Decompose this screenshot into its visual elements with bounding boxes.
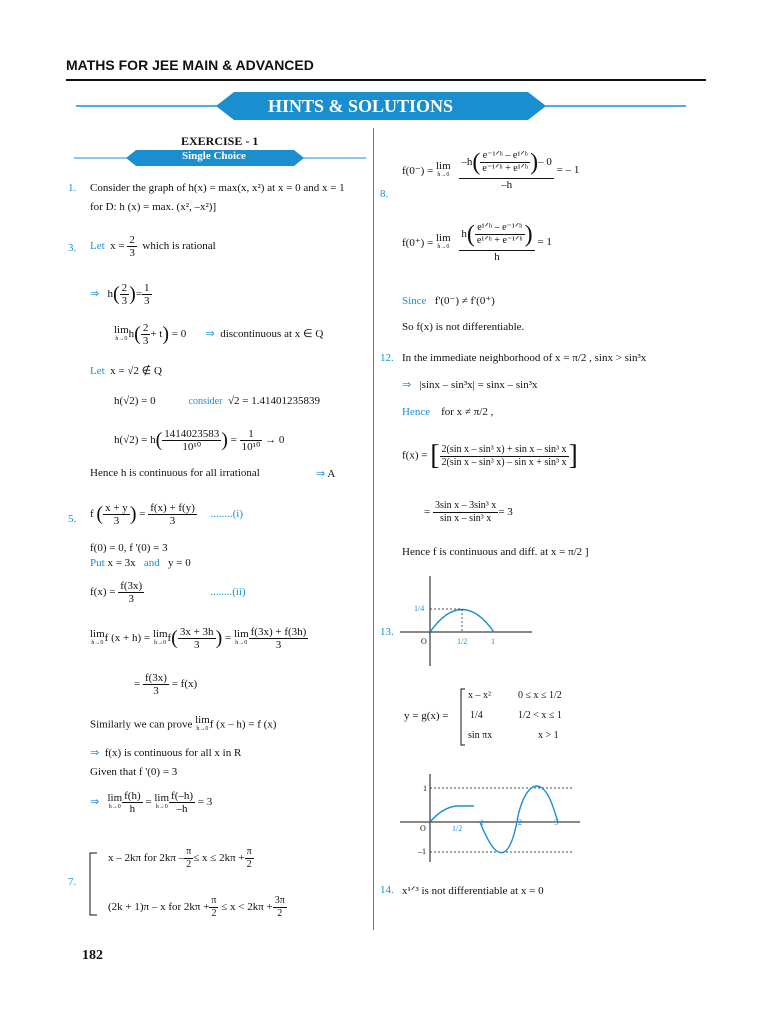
q12-simplified: = $\frac{\text{3sin x – 3sin³ x}}{\text{sin x – sin³ x}}$ = 3 <box>424 500 513 524</box>
implies-icon: ⇒ <box>90 747 100 759</box>
q7-brace <box>86 852 98 916</box>
q3-rational: which is rational <box>142 240 216 253</box>
q13-case3-range: x > 1 <box>538 730 559 741</box>
q3-limit-line: lim h→0 h( $\frac{2}{3}$ + t) = 0 ⇒ discontinuous at x ∈ Q <box>114 322 324 347</box>
q14-number: 14. <box>380 884 394 896</box>
q13-g2-half: 1/2 <box>452 824 463 833</box>
q5-fx-line: f(x) = $\frac{f(3x)}{3}$ ........(ii) <box>90 580 246 605</box>
q12-hence: Hence for x ≠ π/2 , <box>402 406 494 418</box>
q3-frac-2-3: $\frac{2}{3}$ <box>129 234 135 259</box>
q13-case1-range: 0 ≤ x ≤ 1/2 <box>518 690 562 701</box>
q1-line1: Consider the graph of h(x) = max(x, x²) at x = 0 and x = 1 <box>90 182 345 194</box>
q1-line2: for D: h (x) = max. (x², –x²)] <box>90 201 217 213</box>
q3-x-eq: x = <box>110 240 125 253</box>
q13-case2-range: 1/2 < x ≤ 1 <box>518 710 562 721</box>
implies-icon: ⇒ <box>90 796 100 809</box>
q7-row2: (2k + 1)π – x for 2kπ + $\frac{\pi}{2}$ ≤ x < 2kπ + $\frac{3\pi}{2}$ <box>108 895 285 919</box>
q8-number: 8. <box>380 188 389 200</box>
q3-hsqrt2-frac-line: h(√2) = h( $\frac{1414023583}{\text{10¹⁰}}$ ) = $\frac{1}{\text{10¹⁰}}$ → 0 <box>114 428 285 453</box>
q13-case3: sin πx <box>468 730 493 741</box>
q5-f0: f(0) = 0, f '(0) = 3 <box>90 542 168 554</box>
q13-g2-x1: 1 <box>480 818 484 827</box>
q5-limit-line: lim h→0 f (x + h) = lim h→0 f( $\frac{3x + 3h}{3}$ ) = lim h→0 $\frac{f(3x) + f(3h)}{3}$ <box>90 626 307 651</box>
q3-let: Let <box>90 240 105 253</box>
q12-number: 12. <box>380 352 394 364</box>
q13-piecewise-brace <box>458 688 466 746</box>
q13-case2: 1/4 <box>470 710 483 721</box>
q13-g2-one: 1 <box>423 784 427 793</box>
q12-fx: f(x) = [ $\frac{\text{2(sin x – sin³ x) + sin x – sin³ x}}{\text{2(sin x – sin³ x) – sin x + sin³ x}}$ ] <box>402 440 578 471</box>
q5-put-line: Put x = 3x and y = 0 <box>90 557 191 569</box>
q5-result-line: = $\frac{f(3x)}{3}$ = f(x) <box>134 672 198 697</box>
exercise-title: EXERCISE - 1 <box>181 134 259 148</box>
header-rule <box>66 79 706 81</box>
q13-y-eq: y = g(x) = <box>404 710 449 722</box>
q13-graph-parabola <box>400 574 540 668</box>
q1-number: 1. <box>68 182 77 194</box>
q8-conclusion: So f(x) is not differentiable. <box>402 321 525 333</box>
q8-f0plus: f(0⁺) = lim h→0 h( $\frac{\text{e¹ᐟʰ – e⁻¹ᐟʰ}}{\text{e¹ᐟʰ + e⁻¹ᐟʰ}}$ ) h = 1 <box>402 221 552 263</box>
q13-g1-origin: O <box>421 637 427 646</box>
book-title: MATHS FOR JEE MAIN & ADVANCED <box>66 57 314 73</box>
banner-title: HINTS & SOLUTIONS <box>268 96 454 116</box>
page-number: 182 <box>82 948 103 963</box>
q13-g2-x3: 3 <box>554 818 558 827</box>
q3-answer: ⇒ A <box>316 468 336 480</box>
q3-let2-line: Let x = √2 ∉ Q <box>90 365 162 377</box>
q3-hsqrt2-line: h(√2) = 0 consider √2 = 1.41401235839 <box>114 395 320 407</box>
q13-graph-sine <box>400 772 580 864</box>
q3-hence: Hence h is continuous for all irrational <box>90 467 260 479</box>
implies-icon: ⇒ <box>402 379 412 391</box>
column-divider <box>373 128 374 930</box>
q13-g1-half: 1/2 <box>457 637 468 646</box>
q5-continuous: ⇒ f(x) is continuous for all x in R <box>90 747 242 759</box>
exercise-subtitle: Single Choice <box>182 150 246 162</box>
q5-number: 5. <box>68 513 77 525</box>
q3-number: 3. <box>68 242 77 254</box>
q8-since: Since f'(0⁻) ≠ f'(0⁺) <box>402 295 495 307</box>
q3-h23-line: ⇒ h( $\frac{2}{3}$ )= $\frac{1}{3}$ <box>90 282 150 307</box>
q13-number: 13. <box>380 626 394 638</box>
q14-text: x¹ᐟ³ is not differentiable at x = 0 <box>402 885 544 897</box>
q5-derivative: ⇒ lim h→0 $\frac{f(h)}{h}$ = lim h→0 $\frac{f(-h)}{-h}$ = 3 <box>90 790 213 815</box>
q7-row1: x – 2kπ for 2kπ – $\frac{\pi}{2}$ ≤ x ≤ 2kπ + $\frac{\pi}{2}$ <box>108 846 252 870</box>
q13-g1-ylabel: 1/4 <box>414 604 425 613</box>
q7-number: 7. <box>68 876 77 888</box>
implies-icon: ⇒ <box>205 328 215 341</box>
q13-g2-origin: O <box>420 824 426 833</box>
q12-line1: In the immediate neighborhood of x = π/2 , sinx > sin³x <box>402 352 647 364</box>
implies-icon: ⇒ <box>90 288 100 301</box>
q13-g2-x2: 2 <box>518 818 522 827</box>
q3-let-line <box>90 234 216 259</box>
q12-conclusion: Hence f is continuous and diff. at x = π/2 ] <box>402 546 589 558</box>
q8-f0minus: f(0⁻) = lim h→0 –h( $\frac{\text{e⁻¹ᐟʰ – e¹ᐟʰ}}{\text{e⁻¹ᐟʰ + e¹ᐟʰ}}$ )– 0 –h = – 1 <box>402 149 580 191</box>
q13-g1-one: 1 <box>491 637 495 646</box>
q13-case1: x – x² <box>468 690 491 701</box>
implies-icon: ⇒ <box>316 468 326 480</box>
q5-given: Given that f '(0) = 3 <box>90 766 178 778</box>
q12-line2: ⇒ |sinx – sin³x| = sinx – sin³x <box>402 379 538 391</box>
q13-g2-minus-one: –1 <box>418 847 426 856</box>
q5-similarly: Similarly we can prove lim h→0 f (x – h) = f (x) <box>90 714 277 732</box>
q5-functional-eq: f ( $\frac{x + y}{3}$ ) = $\frac{f(x) + f(y)}{3}$ ........(i) <box>90 502 244 527</box>
